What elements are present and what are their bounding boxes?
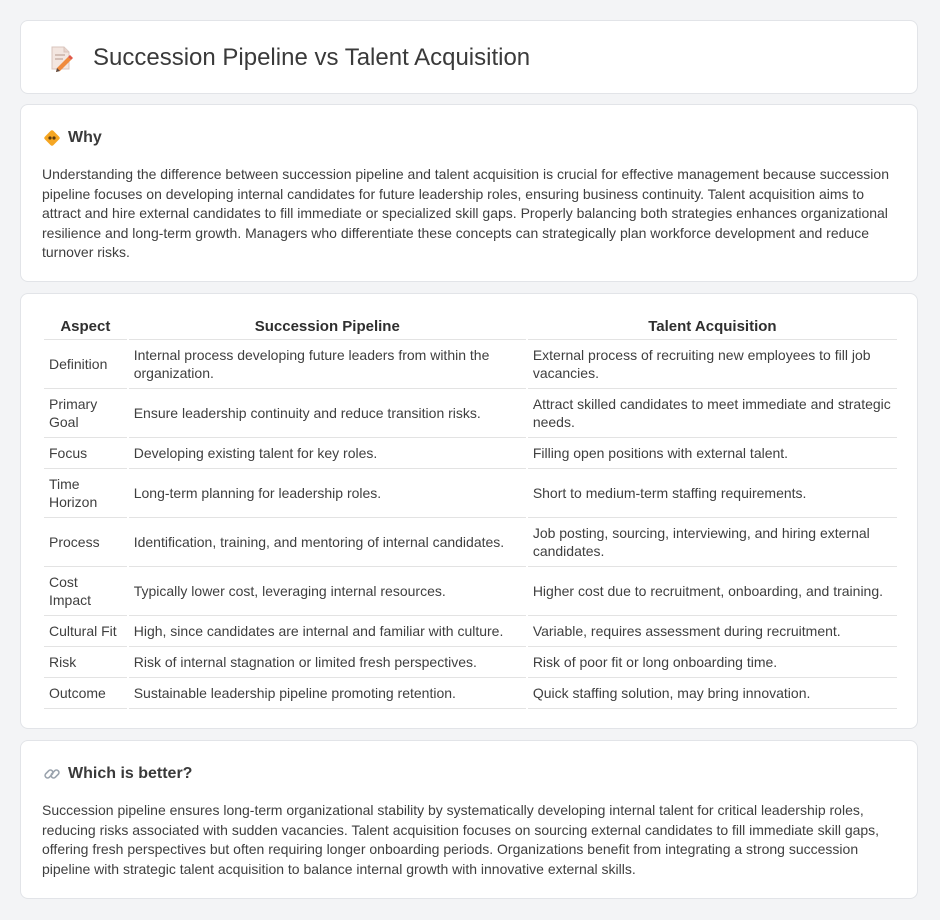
cell-aspect: Focus (44, 438, 127, 469)
cell-aspect: Risk (44, 647, 127, 678)
cell-succession: Sustainable leadership pipeline promoting retention. (129, 678, 526, 709)
cell-talent: Short to medium-term staffing requirements. (528, 469, 897, 518)
cell-talent: Job posting, sourcing, interviewing, and hiring external candidates. (528, 518, 897, 567)
title-card (20, 20, 918, 94)
cell-aspect: Time Horizon (44, 469, 127, 518)
better-body: Succession pipeline ensures long-term organizational stability by systematically developing internal talent for critical leadership roles, reducing risks associated with sudden vacancies. Talent acquisition focuses on sourcing external candidates to fill immediate skill gaps, offering fresh perspectives but often requiring longer onboarding periods. Organizations benefit from integrating a strong succession pipeline with strategic talent acquisition to balance internal growth with innovative external skills. (42, 802, 880, 877)
cell-succession: Typically lower cost, leveraging internal resources. (129, 567, 526, 616)
why-body: Understanding the difference between succession pipeline and talent acquisition is crucial for effective management because succession pipeline focuses on developing internal candidates for future leadership roles, ensuring business continuity. Talent acquisition aims to attract and hire external candidates to fill immediate or specialized skill gaps. Properly balancing both strategies enhances organizational resilience and long-term growth. Managers who differentiate these concepts can strategically plan workforce development and reduce turnover risks. (42, 166, 889, 261)
cell-succession: Long-term planning for leadership roles. (129, 469, 526, 518)
page-title: Succession Pipeline vs Talent Acquisition (93, 44, 531, 71)
title-row (47, 43, 530, 73)
cell-talent: Risk of poor fit or long onboarding time. (528, 647, 897, 678)
better-heading (43, 764, 192, 784)
table-row (44, 469, 897, 518)
cell-succession: High, since candidates are internal and familiar with culture. (129, 616, 526, 647)
table-row (44, 678, 897, 709)
cell-talent: Quick staffing solution, may bring innovation. (528, 678, 897, 709)
table-row (44, 340, 897, 389)
why-title: Why (68, 129, 102, 146)
cell-talent: External process of recruiting new employees to fill job vacancies. (528, 340, 897, 389)
cell-succession: Developing existing talent for key roles. (129, 438, 526, 469)
cell-succession: Internal process developing future leaders from within the organization. (129, 340, 526, 389)
table-row (44, 647, 897, 678)
why-heading (43, 128, 102, 148)
table-row (44, 518, 897, 567)
diamond-sign-icon (43, 129, 61, 147)
comparison-table (42, 313, 899, 709)
better-card (20, 740, 918, 899)
cell-talent: Filling open positions with external talent. (528, 438, 897, 469)
table-row (44, 567, 897, 616)
header-talent: Talent Acquisition (528, 313, 897, 340)
table-row (44, 616, 897, 647)
cell-talent: Attract skilled candidates to meet immediate and strategic needs. (528, 389, 897, 438)
document-pencil-icon (47, 43, 75, 73)
cell-succession: Identification, training, and mentoring of internal candidates. (129, 518, 526, 567)
cell-succession: Ensure leadership continuity and reduce transition risks. (129, 389, 526, 438)
why-card (20, 104, 918, 282)
cell-aspect: Outcome (44, 678, 127, 709)
cell-aspect: Cost Impact (44, 567, 127, 616)
cell-aspect: Process (44, 518, 127, 567)
cell-talent: Variable, requires assessment during recruitment. (528, 616, 897, 647)
cell-talent: Higher cost due to recruitment, onboarding, and training. (528, 567, 897, 616)
header-aspect: Aspect (44, 313, 127, 340)
cell-aspect: Definition (44, 340, 127, 389)
cell-succession: Risk of internal stagnation or limited fresh perspectives. (129, 647, 526, 678)
cell-aspect: Primary Goal (44, 389, 127, 438)
cell-aspect: Cultural Fit (44, 616, 127, 647)
table-header-row (44, 313, 897, 340)
table-row (44, 389, 897, 438)
better-title: Which is better? (68, 765, 193, 782)
comparison-card (20, 293, 918, 729)
table-row (44, 438, 897, 469)
link-icon (43, 765, 61, 783)
header-succession: Succession Pipeline (129, 313, 526, 340)
